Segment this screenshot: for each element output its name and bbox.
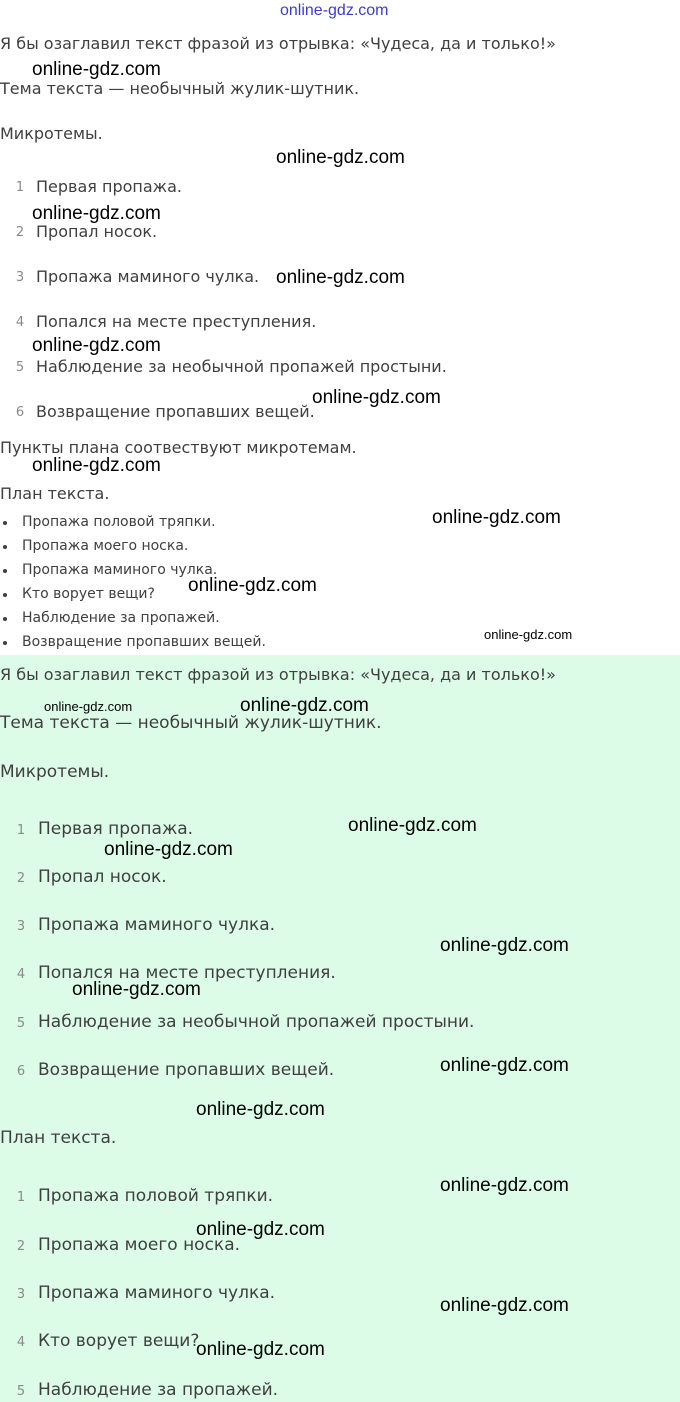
watermark: online-gdz.com [32,455,161,476]
watermark: online-gdz.com [32,203,161,224]
watermark: online-gdz.com [484,627,573,642]
list-item: Пропажа маминого чулка. [38,915,276,935]
list-item: Возвращение пропавших вещей. [38,1060,335,1080]
list-item: Попался на месте преступления. [36,312,317,331]
list-item: Пропал носок. [36,222,158,241]
list-number: 3 [16,919,26,934]
watermark: online-gdz.com [44,699,133,714]
list-item: Пропажа моего носка. [22,538,189,554]
watermark: online-gdz.com [440,935,569,956]
list-number: 5 [16,1016,26,1031]
list-item: Пропал носок. [38,867,167,887]
watermark: online-gdz.com [32,59,161,80]
list-number: 4 [16,1335,26,1350]
list-item: Кто ворует вещи? [22,586,155,602]
bullet-icon [3,641,7,645]
watermark: online-gdz.com [196,1099,325,1120]
list-item: Возвращение пропавших вещей. [22,634,266,650]
list-item: Пропажа моего носка. [38,1235,241,1255]
watermark: online-gdz.com [440,1175,569,1196]
list-number: 2 [15,225,25,240]
list-item: Пропажа маминого чулка. [38,1283,276,1303]
bullet-icon [3,569,7,573]
microthemes-label: Микротемы. [0,124,103,143]
list-number: 5 [15,360,25,375]
watermark: online-gdz.com [440,1055,569,1076]
plan-label: План текста. [0,484,110,503]
top-watermark: online-gdz.com [280,2,389,19]
list-item: Пропажа половой тряпки. [22,514,216,530]
list-number: 5 [16,1384,26,1399]
watermark: online-gdz.com [312,387,441,408]
title-sentence: Я бы озаглавил текст фразой из отрывка: «Чудеса, да и только!» [0,665,556,684]
list-number: 6 [15,405,25,420]
list-number: 3 [16,1287,26,1302]
plan-note: Пункты плана соотвествуют микротемам. [0,438,357,457]
title-sentence: Я бы озаглавил текст фразой из отрывка: «Чудеса, да и только!» [0,34,556,53]
list-number: 1 [15,180,25,195]
plan-label: План текста. [0,1128,117,1148]
microthemes-label: Микротемы. [0,762,110,782]
list-item: Пропажа половой тряпки. [38,1186,274,1206]
watermark: online-gdz.com [276,267,405,288]
theme-text: Тема текста — необычный жулик-шутник. [0,713,382,733]
list-item: Пропажа маминого чулка. [22,562,218,578]
theme-text: Тема текста — необычный жулик-шутник. [0,79,360,98]
watermark: online-gdz.com [432,507,561,528]
watermark: online-gdz.com [196,1339,325,1360]
watermark: online-gdz.com [72,979,201,1000]
list-number: 4 [15,315,25,330]
watermark: online-gdz.com [104,839,233,860]
watermark: online-gdz.com [240,695,369,716]
list-item: Пропажа маминого чулка. [36,267,260,286]
list-item: Первая пропажа. [38,819,194,839]
bullet-icon [3,617,7,621]
list-item: Попался на месте преступления. [38,963,336,983]
bullet-icon [3,545,7,549]
list-number: 1 [16,1190,26,1205]
list-number: 2 [16,1239,26,1254]
list-number: 2 [16,871,26,886]
list-item: Кто ворует вещи? [38,1331,200,1351]
list-number: 3 [15,270,25,285]
list-number: 6 [16,1064,26,1079]
list-item: Наблюдение за необычной пропажей простыни. [38,1012,475,1032]
watermark: online-gdz.com [32,335,161,356]
list-item: Возвращение пропавших вещей. [36,402,315,421]
list-item: Наблюдение за необычной пропажей простыни. [36,357,447,376]
watermark: online-gdz.com [196,1219,325,1240]
list-number: 4 [16,967,26,982]
watermark: online-gdz.com [348,815,477,836]
list-item: Наблюдение за пропажей. [38,1380,279,1400]
list-number: 1 [16,823,26,838]
list-item: Первая пропажа. [36,177,182,196]
watermark: online-gdz.com [440,1295,569,1316]
watermark: online-gdz.com [188,575,317,596]
bullet-icon [3,521,7,525]
bullet-icon [3,593,7,597]
watermark: online-gdz.com [276,147,405,168]
list-item: Наблюдение за пропажей. [22,610,220,626]
